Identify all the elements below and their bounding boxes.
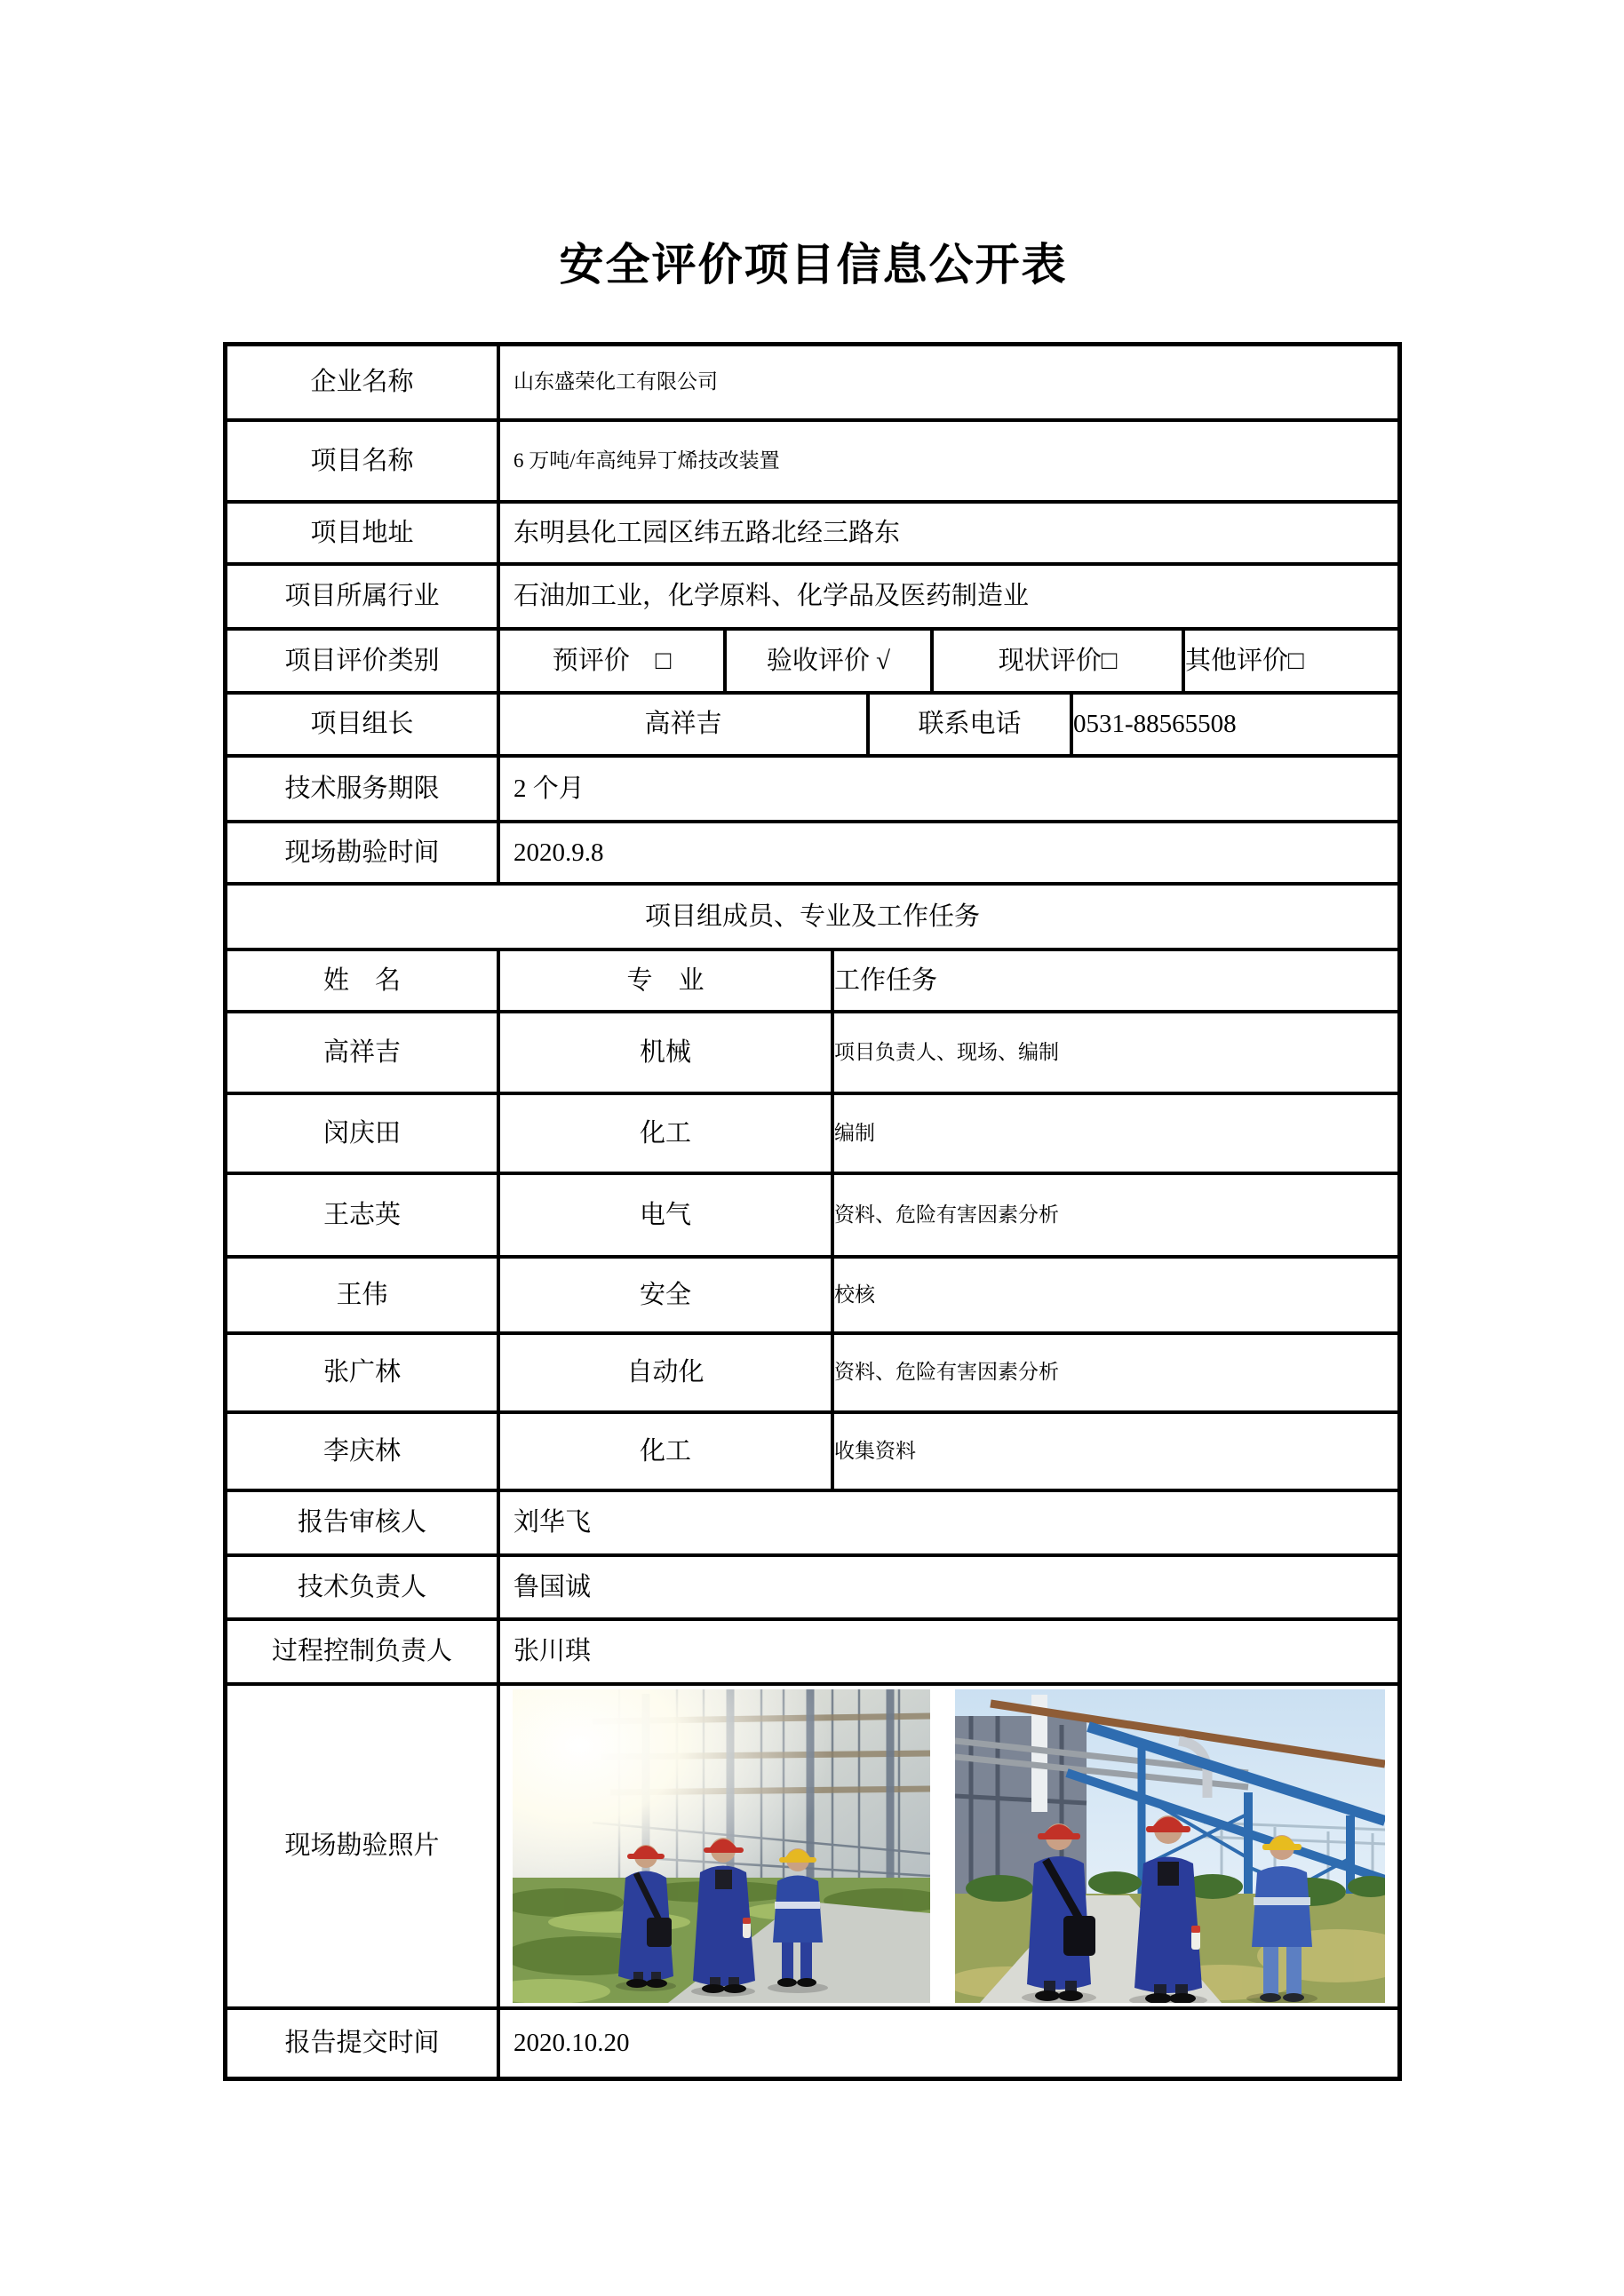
row-eval-category	[227, 631, 1397, 695]
team-member-row	[227, 1335, 1397, 1414]
member-task: 编制	[834, 1121, 875, 1144]
industry-value: 石油加工业，化学原料、化学品及医药制造业	[513, 582, 1030, 611]
leader-phone-value: 0531-88565508	[1073, 710, 1237, 739]
site-photos-label: 现场勘验照片	[227, 1686, 500, 2006]
member-task: 校核	[834, 1283, 875, 1306]
member-major: 自动化	[500, 1335, 834, 1410]
process-lead-value: 张川琪	[513, 1637, 592, 1666]
team-member-row	[227, 1013, 1397, 1095]
row-survey-date	[227, 823, 1397, 886]
eval-option-status: 现状评价□	[934, 631, 1185, 691]
row-submit-date	[227, 2010, 1397, 2077]
tech-lead-label: 技术负责人	[227, 1557, 500, 1617]
member-major: 机械	[500, 1013, 834, 1092]
eval-category-label: 项目评价类别	[227, 631, 500, 691]
project-name-value: 6 万吨/年高纯异丁烯技改装置	[513, 449, 780, 472]
member-name: 王伟	[227, 1259, 500, 1331]
tech-lead-value: 鲁国诚	[513, 1572, 592, 1601]
survey-date-value: 2020.9.8	[513, 838, 604, 867]
member-task: 资料、危险有害因素分析	[834, 1361, 1059, 1384]
site-photo-left	[513, 1689, 930, 2003]
team-member-row	[227, 1095, 1397, 1175]
row-project-name	[227, 422, 1397, 504]
team-col-task: 工作任务	[834, 965, 938, 995]
process-lead-label: 过程控制负责人	[227, 1621, 500, 1682]
address-label: 项目地址	[227, 504, 500, 562]
team-member-row	[227, 1414, 1397, 1492]
team-member-row	[227, 1259, 1397, 1335]
site-photos-area	[500, 1686, 1397, 2006]
row-leader	[227, 695, 1397, 758]
leader-phone-label: 联系电话	[870, 695, 1073, 754]
row-reviewer	[227, 1492, 1397, 1557]
leader-name: 高祥吉	[500, 695, 870, 754]
row-process-lead	[227, 1621, 1397, 1686]
service-period-label: 技术服务期限	[227, 758, 500, 820]
member-name: 张广林	[227, 1335, 500, 1410]
company-label: 企业名称	[227, 346, 500, 418]
eval-option-other: 其他评价□	[1185, 646, 1304, 675]
project-name-label: 项目名称	[227, 422, 500, 500]
team-section-title: 项目组成员、专业及工作任务	[644, 902, 980, 931]
member-task: 资料、危险有害因素分析	[834, 1203, 1059, 1226]
survey-date-label: 现场勘验时间	[227, 823, 500, 882]
row-team-section-header	[227, 886, 1397, 951]
form-table	[223, 342, 1402, 2081]
service-period-value: 2 个月	[513, 774, 585, 803]
eval-option-acceptance-checked: 验收评价 √	[727, 631, 934, 691]
industry-label: 项目所属行业	[227, 566, 500, 627]
team-member-row	[227, 1175, 1397, 1259]
member-major: 化工	[500, 1414, 834, 1489]
team-col-name: 姓 名	[227, 951, 500, 1010]
row-site-photos	[227, 1686, 1397, 2010]
row-tech-lead	[227, 1557, 1397, 1621]
row-company	[227, 346, 1397, 422]
reviewer-label: 报告审核人	[227, 1492, 500, 1553]
submit-date-label: 报告提交时间	[227, 2010, 500, 2077]
member-task: 项目负责人、现场、编制	[834, 1040, 1059, 1063]
member-task: 收集资料	[834, 1439, 916, 1462]
leader-label: 项目组长	[227, 695, 500, 754]
member-name: 王志英	[227, 1175, 500, 1255]
reviewer-value: 刘华飞	[513, 1508, 592, 1537]
company-value: 山东盛荣化工有限公司	[513, 370, 718, 393]
member-name: 李庆林	[227, 1414, 500, 1489]
page-title: 安全评价项目信息公开表	[559, 240, 1068, 290]
eval-option-pre: 预评价 □	[500, 631, 727, 691]
address-value: 东明县化工园区纬五路北经三路东	[513, 518, 901, 547]
row-service-period	[227, 758, 1397, 823]
submit-date-value: 2020.10.20	[513, 2029, 630, 2058]
member-major: 化工	[500, 1095, 834, 1172]
row-team-columns	[227, 951, 1397, 1013]
row-industry	[227, 566, 1397, 631]
row-address	[227, 504, 1397, 566]
member-major: 电气	[500, 1175, 834, 1255]
member-major: 安全	[500, 1259, 834, 1331]
member-name: 闵庆田	[227, 1095, 500, 1172]
member-name: 高祥吉	[227, 1013, 500, 1092]
site-photo-right	[955, 1689, 1385, 2003]
team-col-major: 专 业	[500, 951, 834, 1010]
